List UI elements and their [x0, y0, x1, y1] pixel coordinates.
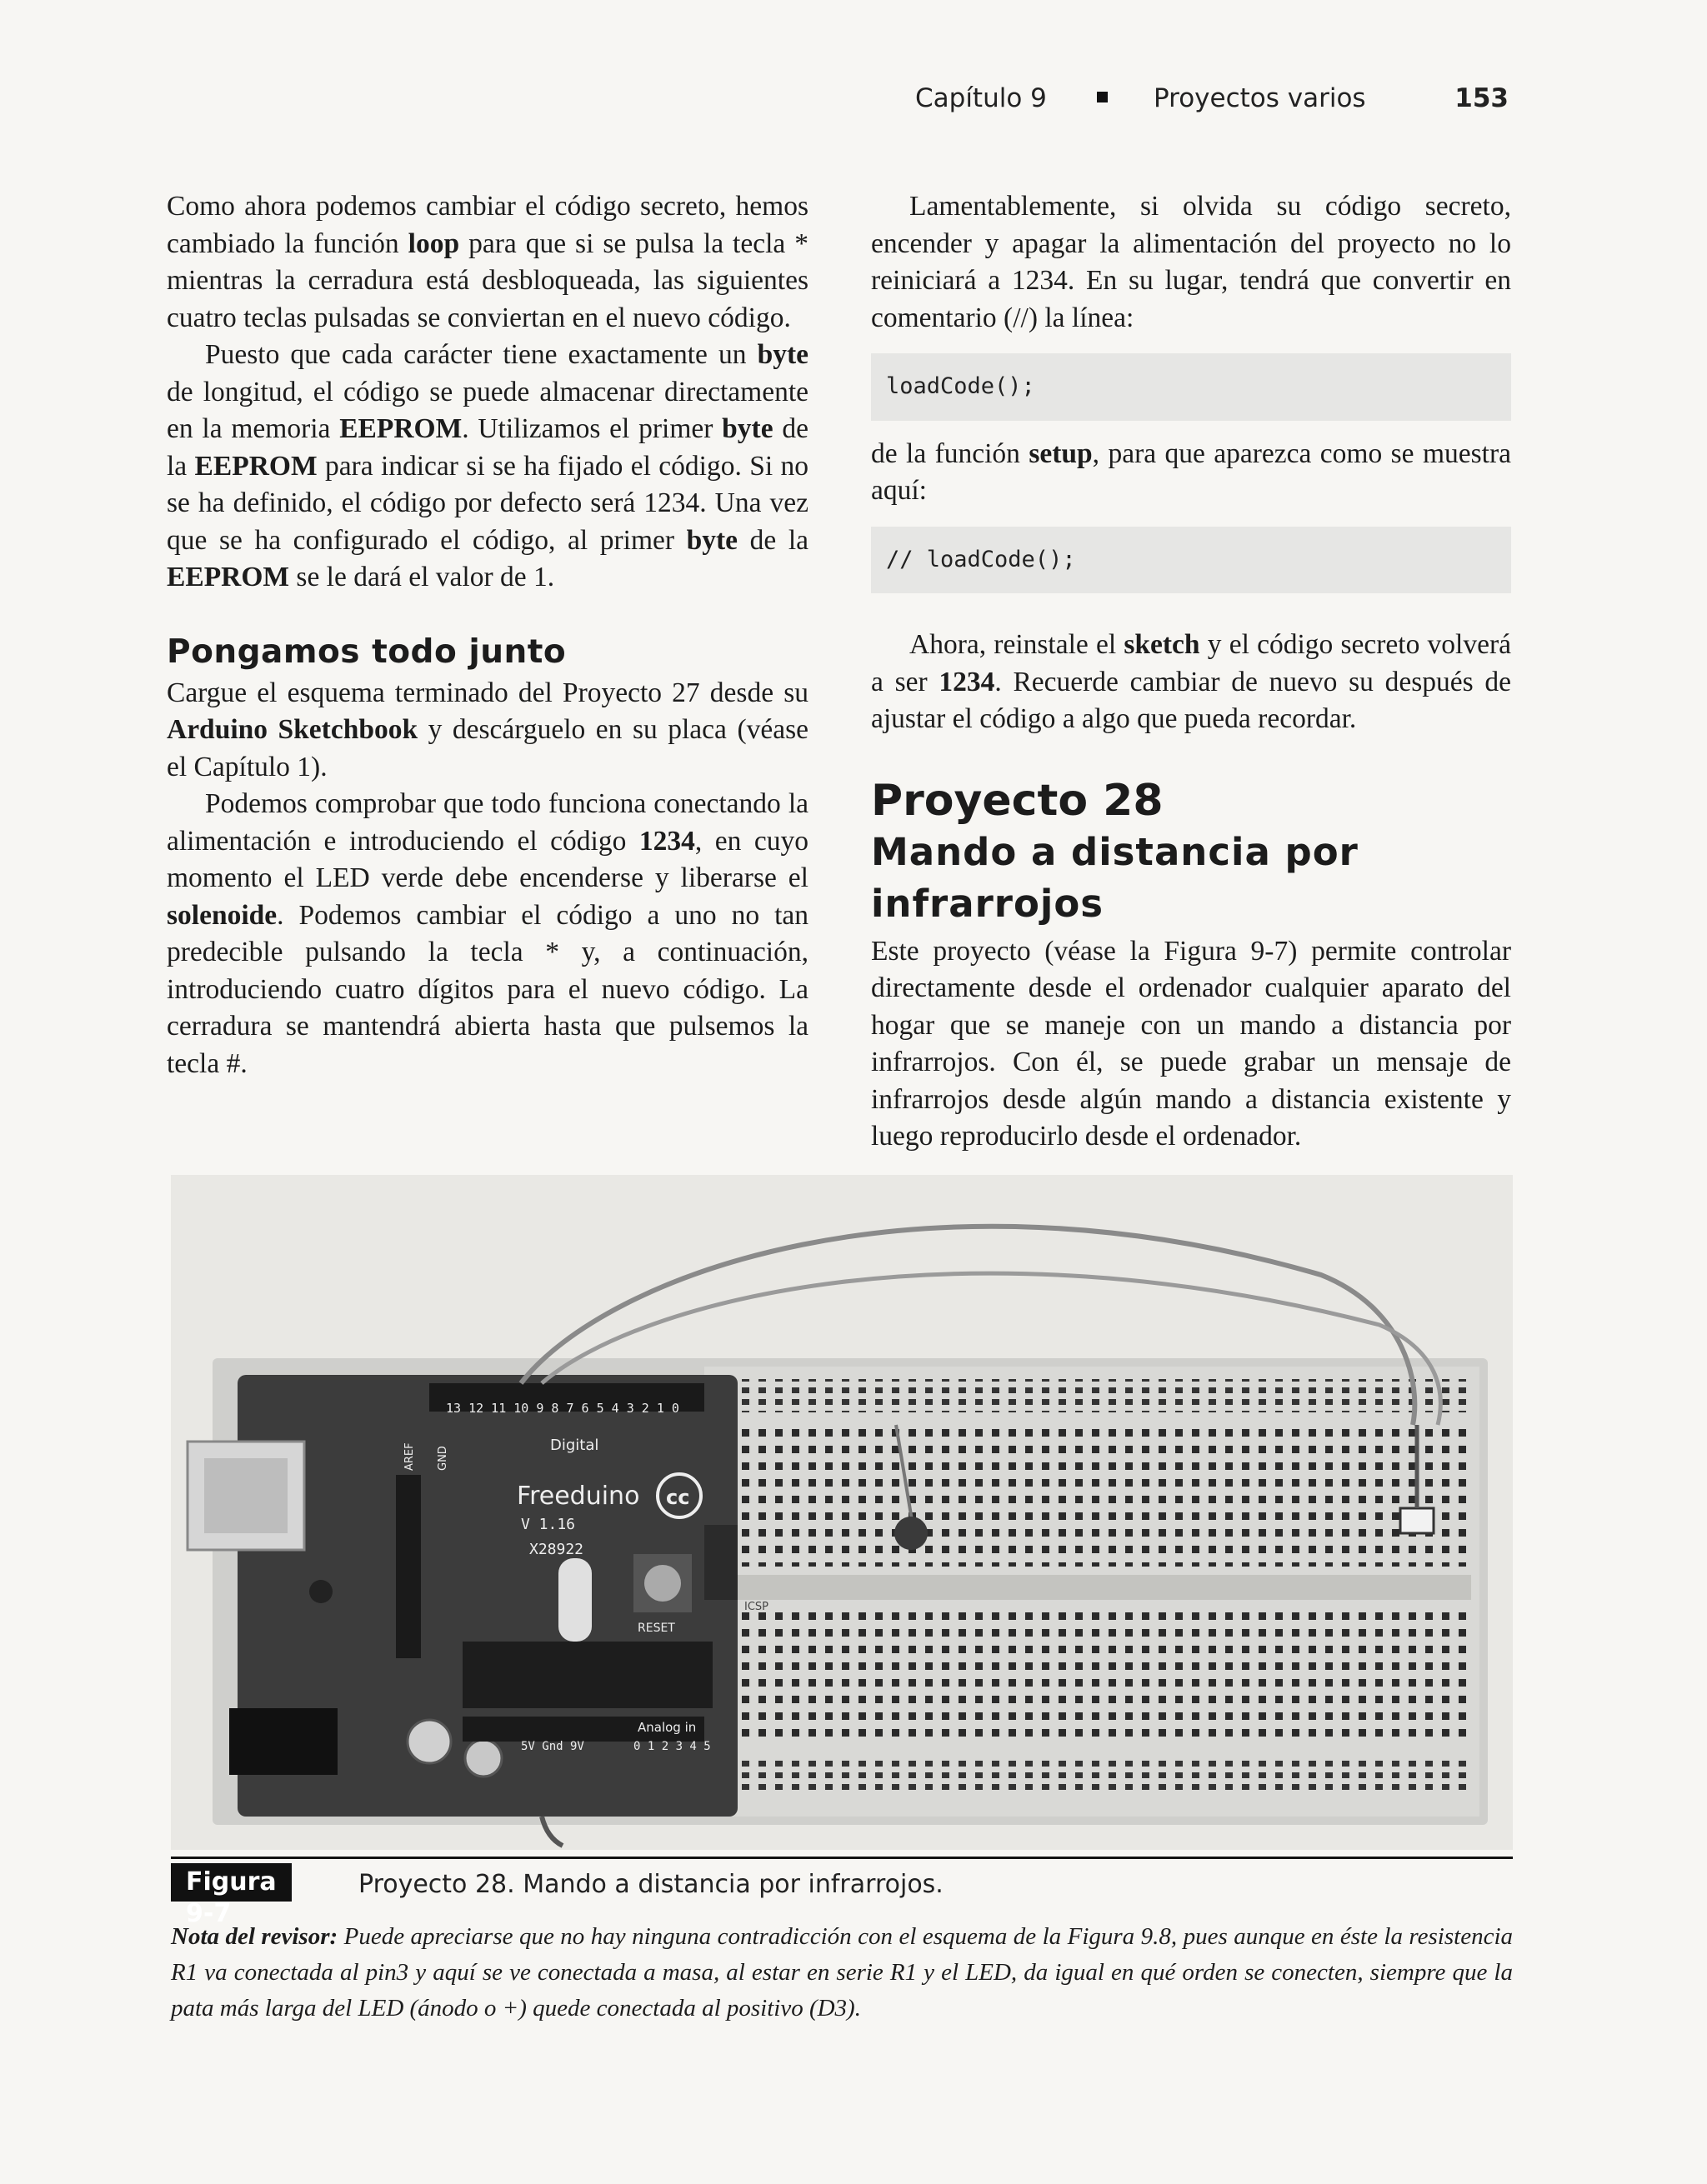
icsp-label: ICSP	[744, 1601, 769, 1613]
bold-term: EEPROM	[167, 562, 290, 592]
text-run: . Utilizamos el primer	[462, 413, 723, 444]
paragraph	[871, 188, 1511, 337]
aref-label: AREF	[403, 1442, 416, 1471]
text-run: de la función	[871, 437, 1029, 469]
analog-label: Analog in	[638, 1720, 697, 1735]
paragraph	[871, 933, 1511, 1156]
text-run: . Recuerde cambiar de nuevo su después de ajustar el código a algo que pueda recordar.	[871, 666, 1512, 734]
bold-term: loop	[408, 227, 460, 259]
arduino-breadboard-illustration	[171, 1175, 1513, 1850]
text-run: , en cuyo momento el LED verde debe encenderse y liberarse el	[167, 825, 808, 893]
code-block: loadCode();	[871, 353, 1511, 421]
project-title: Proyecto 28	[871, 775, 1164, 826]
bold-term: EEPROM	[339, 413, 463, 444]
paragraph	[167, 786, 808, 1082]
reviewer-note	[171, 1919, 1513, 2027]
square-bullet-icon	[1097, 92, 1108, 102]
note-text: Puede apreciarse que no hay ninguna contradicción con el esquema de la Figura 9.8, pues aunque en éste la resistencia R1 va conectada al pin3 y aquí se ve conectada a masa, al estar en serie R1 y el LED, da igual en qué orden se conecten, siempre que la pata más larga del LED (ánodo o +) quede conectada al positivo (D3).	[171, 1923, 1513, 2022]
board-serial: X28922	[529, 1541, 584, 1558]
page-number: 153	[1454, 83, 1509, 113]
power-label: 5V Gnd 9V	[521, 1740, 584, 1753]
figure-photo	[171, 1175, 1513, 1850]
note-lead: Nota del revisor:	[171, 1923, 338, 1950]
text-run: , para que aparezca como se muestra aquí:	[871, 437, 1511, 506]
digital-label: Digital	[550, 1437, 599, 1454]
text-run: Lamentablemente, si olvida su código secreto, encender y apagar la alimentación del proyecto no lo reiniciará a 1234. En su lugar, tendrá que convertir en comentario (//) la línea:	[871, 191, 1511, 333]
text-run: de la	[738, 524, 808, 556]
paragraph	[871, 627, 1511, 738]
text-run: se le dará el valor de 1.	[289, 562, 555, 592]
gnd-label: GND	[437, 1446, 449, 1471]
text-run: para indicar si se ha fijado el código. Si no se ha definido, el código por defecto será 1234. Una vez que se ha configurado el código, al primer	[167, 450, 808, 556]
text-run: . Podemos cambiar el código a uno no tan predecible pulsando la tecla * y, a continuación, introduciendo cuatro dígitos para el nuevo código. La cerradura se mantendrá abierta hasta que pulsemos la tecla #.	[167, 899, 808, 1079]
paragraph	[167, 188, 808, 337]
text-run: Podemos comprobar que todo funciona conectando la alimentación e introduciendo el código	[167, 788, 808, 857]
bold-term: byte	[757, 339, 808, 370]
caption-rule	[171, 1857, 1513, 1859]
project-subtitle: Mando a distancia por infrarrojos	[871, 829, 1359, 926]
bold-term: EEPROM	[194, 450, 318, 482]
text-run: de longitud, el código se puede almacenar directamente en la memoria	[167, 376, 808, 444]
bold-term: byte	[686, 524, 738, 556]
cc-logo-icon: cc	[666, 1486, 690, 1509]
running-header	[915, 83, 1509, 125]
right-column	[871, 188, 1511, 1156]
bold-term: Arduino Sketchbook	[167, 714, 418, 745]
paragraph	[167, 337, 808, 597]
text-run: Ahora, reinstale el	[909, 629, 1124, 660]
board-name: Freeduino	[517, 1482, 640, 1511]
section-heading: Pongamos todo junto	[167, 632, 567, 671]
text-run: y descárguelo en su placa (véase el Capítulo 1).	[167, 714, 808, 782]
figure-label: Figura 9-7	[171, 1863, 292, 1902]
bold-term: sketch	[1124, 629, 1200, 660]
chapter-label: Capítulo 9	[915, 83, 1047, 113]
caption-text: Proyecto 28. Mando a distancia por infrarrojos.	[358, 1870, 944, 1899]
text-run: Como ahora podemos cambiar el código secreto, hemos cambiado la función	[167, 191, 808, 259]
bold-term: byte	[722, 413, 773, 444]
text-run: para que si se pulsa la tecla * mientras la cerradura está desbloqueada, las siguientes cuatro teclas pulsadas se conviertan en el nuevo código.	[167, 227, 809, 333]
pin-labels: 13 12 11 10 9 8 7 6 5 4 3 2 1 0	[446, 1401, 679, 1416]
text-run: Este proyecto (véase la Figura 9-7) permite controlar directamente desde el ordenador cualquier aparato del hogar que se maneje con un mando a distancia por infrarrojos. Con él, se puede grabar un mensaje de infrarrojos desde algún mando a distancia existente y luego reproducirlo desde el ordenador.	[871, 935, 1511, 1152]
bold-term: 1234	[638, 825, 695, 857]
text-run: Puesto que cada carácter tiene exactamente un	[205, 339, 758, 370]
analog-pins-label: 0 1 2 3 4 5	[633, 1740, 711, 1753]
bold-term: setup	[1029, 437, 1093, 469]
text-run: de la	[167, 413, 808, 482]
text-run: y el código secreto volverá a ser	[871, 629, 1511, 697]
text-run: Cargue el esquema terminado del Proyecto 27 desde su	[167, 677, 808, 708]
left-column	[167, 188, 808, 1082]
section-label: Proyectos varios	[1154, 83, 1366, 113]
reset-label: RESET	[638, 1622, 675, 1635]
code-block: // loadCode();	[871, 527, 1511, 594]
bold-term: 1234	[939, 666, 995, 697]
bold-term: solenoide	[167, 899, 278, 931]
paragraph	[167, 675, 808, 787]
paragraph	[871, 436, 1511, 510]
board-version: V 1.16	[521, 1516, 576, 1533]
